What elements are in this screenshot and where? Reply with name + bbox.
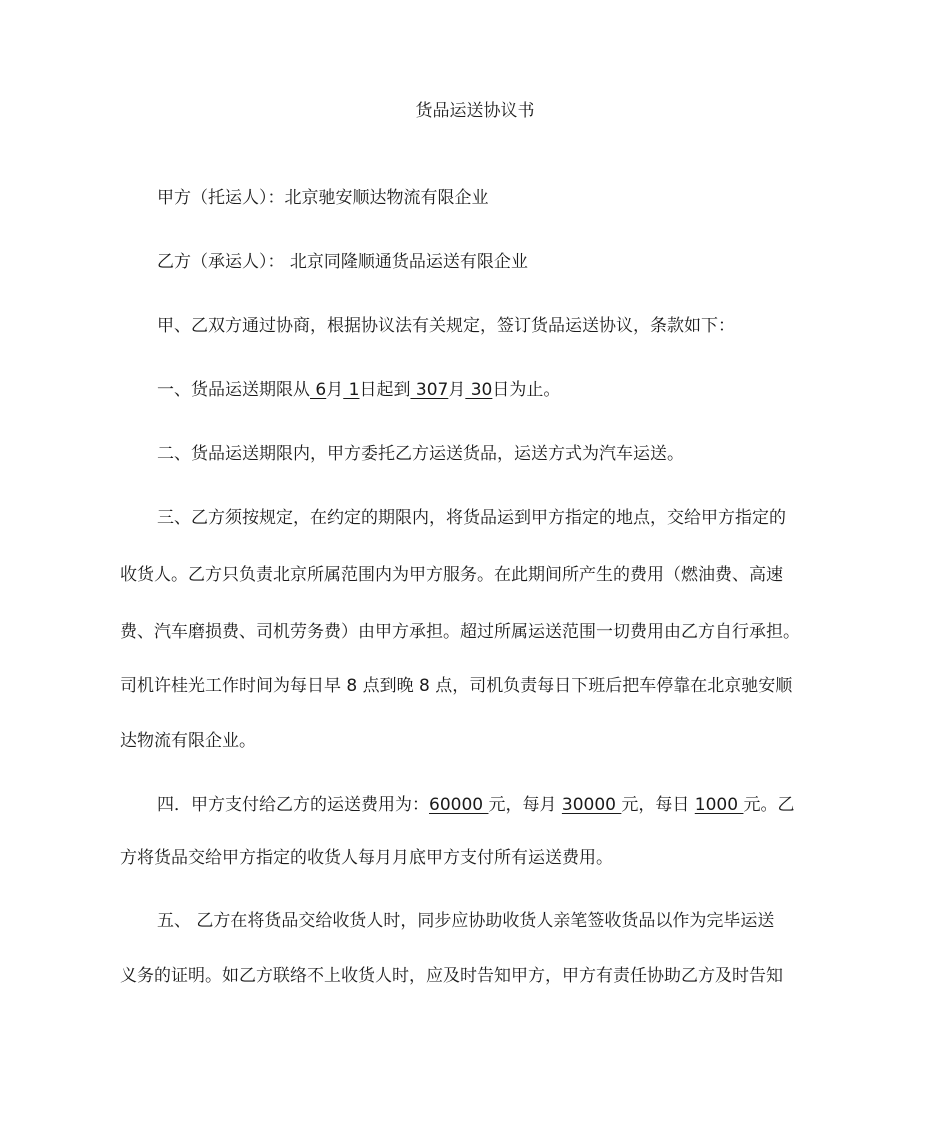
clause-3-line-3: 费、汽车磨损费、司机劳务费）由甲方承担。超过所属运送范围一切费用由乙方自行承担。: [120, 622, 800, 642]
clause-1-start-month: 6: [310, 380, 327, 400]
clause-4-total-amount: 60000: [429, 795, 489, 815]
clause-3-line-1: 三、乙方须按规定，在约定的期限内，将货品运到甲方指定的地点，交给甲方指定的: [157, 508, 786, 528]
clause-3-line-5: 达物流有限企业。: [120, 731, 256, 751]
preamble-line: 甲、乙双方通过协商，根据协议法有关规定，签订货品运送协议，条款如下：: [157, 316, 735, 336]
clause-1-end-month: 307: [410, 380, 449, 400]
clause-5-line-1: 五、 乙方在将货品交给收货人时，同步应协助收货人亲笔签收货品以作为完毕运送: [157, 911, 775, 931]
clause-1-end-day: 30: [465, 380, 493, 400]
clause-4-suffix: 元。乙: [743, 795, 795, 815]
clause-4-unit-2: 元，每日: [621, 795, 695, 815]
party-b-line: 乙方（承运人）： 北京同隆顺通货品运送有限企业: [157, 252, 528, 272]
clause-1-start-suffix: 日起到: [359, 380, 411, 400]
clause-4-prefix: 四．甲方支付给乙方的运送费用为：: [157, 795, 429, 815]
clause-4-line-1: [157, 792, 794, 818]
clause-2-line: 二、货品运送期限内，甲方委托乙方运送货品，运送方式为汽车运送。: [157, 444, 684, 464]
clause-1-line: [157, 377, 560, 403]
clause-1-end-suffix: 日为止。: [492, 380, 561, 400]
party-a-line: 甲方（托运人）：北京驰安顺达物流有限企业: [157, 188, 489, 208]
clause-4-unit-1: 元，每月: [488, 795, 562, 815]
clause-4-line-2: 方将货品交给甲方指定的收货人每月月底甲方支付所有运送费用。: [120, 848, 613, 868]
clause-5-line-2: 义务的证明。如乙方联络不上收货人时，应及时告知甲方，甲方有责任协助乙方及时告知: [120, 966, 783, 986]
clause-3-line-4: 司机许桂光工作时间为每日早 8 点到晚 8 点，司机负责每日下班后把车停靠在北京驰安顺: [120, 676, 793, 696]
clause-3-line-2: 收货人。乙方只负责北京所属范围内为甲方服务。在此期间所产生的费用（燃油费、高速: [120, 565, 783, 585]
clause-1-month-label-1: 月: [326, 380, 344, 400]
clause-1-month-label-2: 月: [448, 380, 466, 400]
clause-1-prefix: 一、货品运送期限从: [157, 380, 310, 400]
document-title: 货品运送协议书: [415, 101, 535, 121]
clause-4-monthly-amount: 30000: [561, 795, 622, 815]
clause-1-start-day: 1: [343, 380, 360, 400]
clause-4-daily-amount: 1000: [694, 795, 744, 815]
